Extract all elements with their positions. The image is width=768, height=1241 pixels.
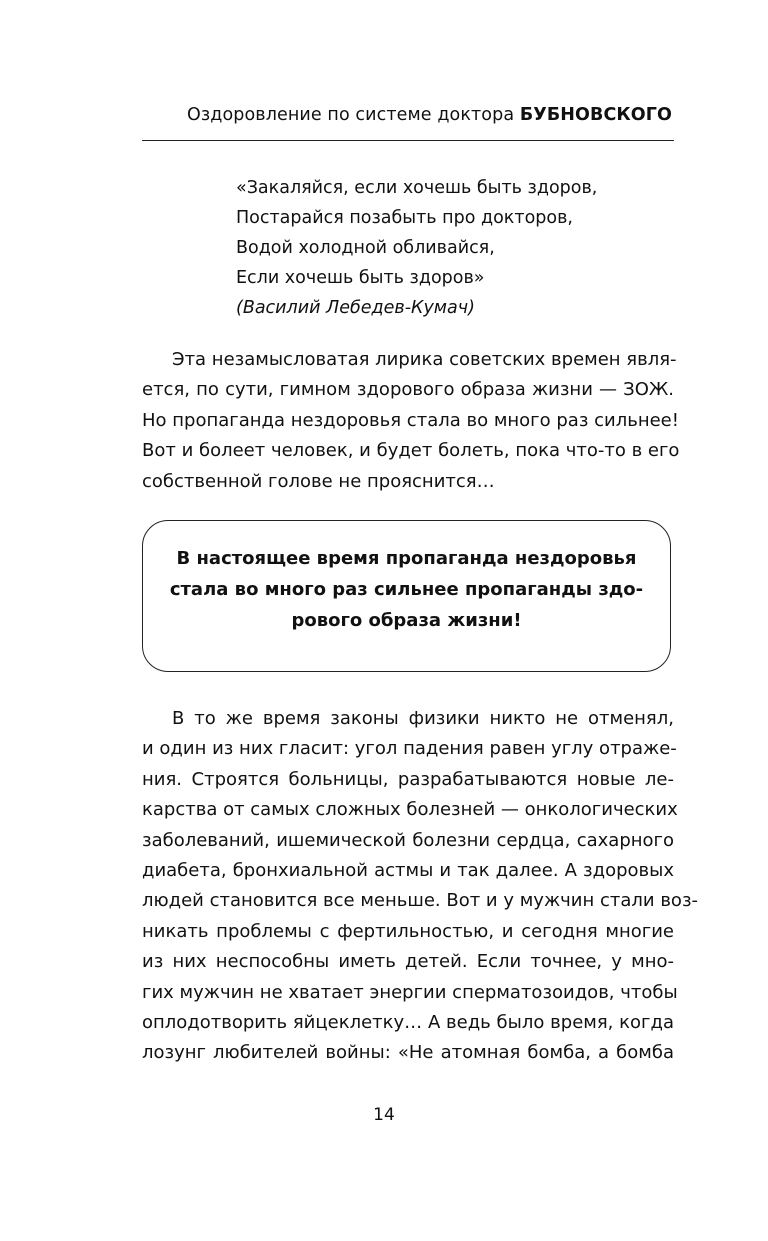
paragraph-line: никать проблемы с фертильностью, и сегодня многие (142, 920, 674, 942)
running-header (142, 102, 672, 128)
running-header-author: БУБНОВСКОГО (519, 105, 672, 125)
epigraph-poem (236, 173, 597, 323)
paragraph-line: и один из них гласит: угол падения равен углу отраже- (142, 738, 677, 760)
paragraph-line: собственной голове не прояснится… (142, 470, 495, 492)
paragraph-line: людей становится все меньше. Вот и у мужчин стали воз- (142, 890, 699, 912)
paragraph-1 (142, 345, 680, 497)
paragraph-line: из них неспособны иметь детей. Если точнее, у мно- (142, 951, 674, 973)
paragraph-line: ется, по сути, гимном здорового образа жизни — ЗОЖ. (142, 379, 674, 401)
paragraph-line: Вот и болеет человек, и будет болеть, пока что-то в его (142, 440, 680, 462)
page-number: 14 (373, 1105, 395, 1125)
paragraph-line: карства от самых сложных болезней — онкологических (142, 799, 678, 821)
callout-line: В настоящее время пропаганда нездоровья (176, 548, 637, 569)
callout-line: рового образа жизни! (291, 610, 522, 631)
paragraph-line: лозунг любителей войны: «Не атомная бомба, а бомба (142, 1042, 674, 1064)
paragraph-line: ния. Строятся больницы, разрабатываются новые ле- (142, 768, 674, 790)
poem-attribution: (Василий Лебедев-Кумач) (236, 298, 475, 318)
paragraph-line: Эта незамысловатая лирика советских времен явля- (172, 349, 677, 370)
paragraph-line: Но пропаганда нездоровья стала во много раз сильнее! (142, 409, 679, 431)
poem-line: Если хочешь быть здоров» (236, 268, 485, 288)
poem-line: «Закаляйся, если хочешь быть здоров, (236, 178, 598, 198)
paragraph-line: диабета, бронхиальной астмы и так далее. А здоровых (142, 860, 674, 882)
callout-box (142, 520, 671, 672)
paragraph-line: В то же время законы физики никто не отменял, (172, 708, 674, 729)
running-header-title: Оздоровление по системе доктора (187, 105, 520, 125)
paragraph-2 (142, 704, 699, 1069)
paragraph-line: оплодотворить яйцеклетку… А ведь было время, когда (142, 1012, 674, 1034)
callout-line: стала во много раз сильнее пропаганды здо- (169, 579, 644, 600)
paragraph-line: заболеваний, ишемической болезни сердца, сахарного (142, 829, 674, 851)
poem-line: Водой холодной обливайся, (236, 238, 495, 258)
header-divider (142, 140, 674, 141)
callout-text (143, 543, 670, 636)
paragraph-line: гих мужчин не хватает энергии сперматозоидов, чтобы (142, 981, 678, 1003)
poem-line: Постарайся позабыть про докторов, (236, 208, 573, 228)
